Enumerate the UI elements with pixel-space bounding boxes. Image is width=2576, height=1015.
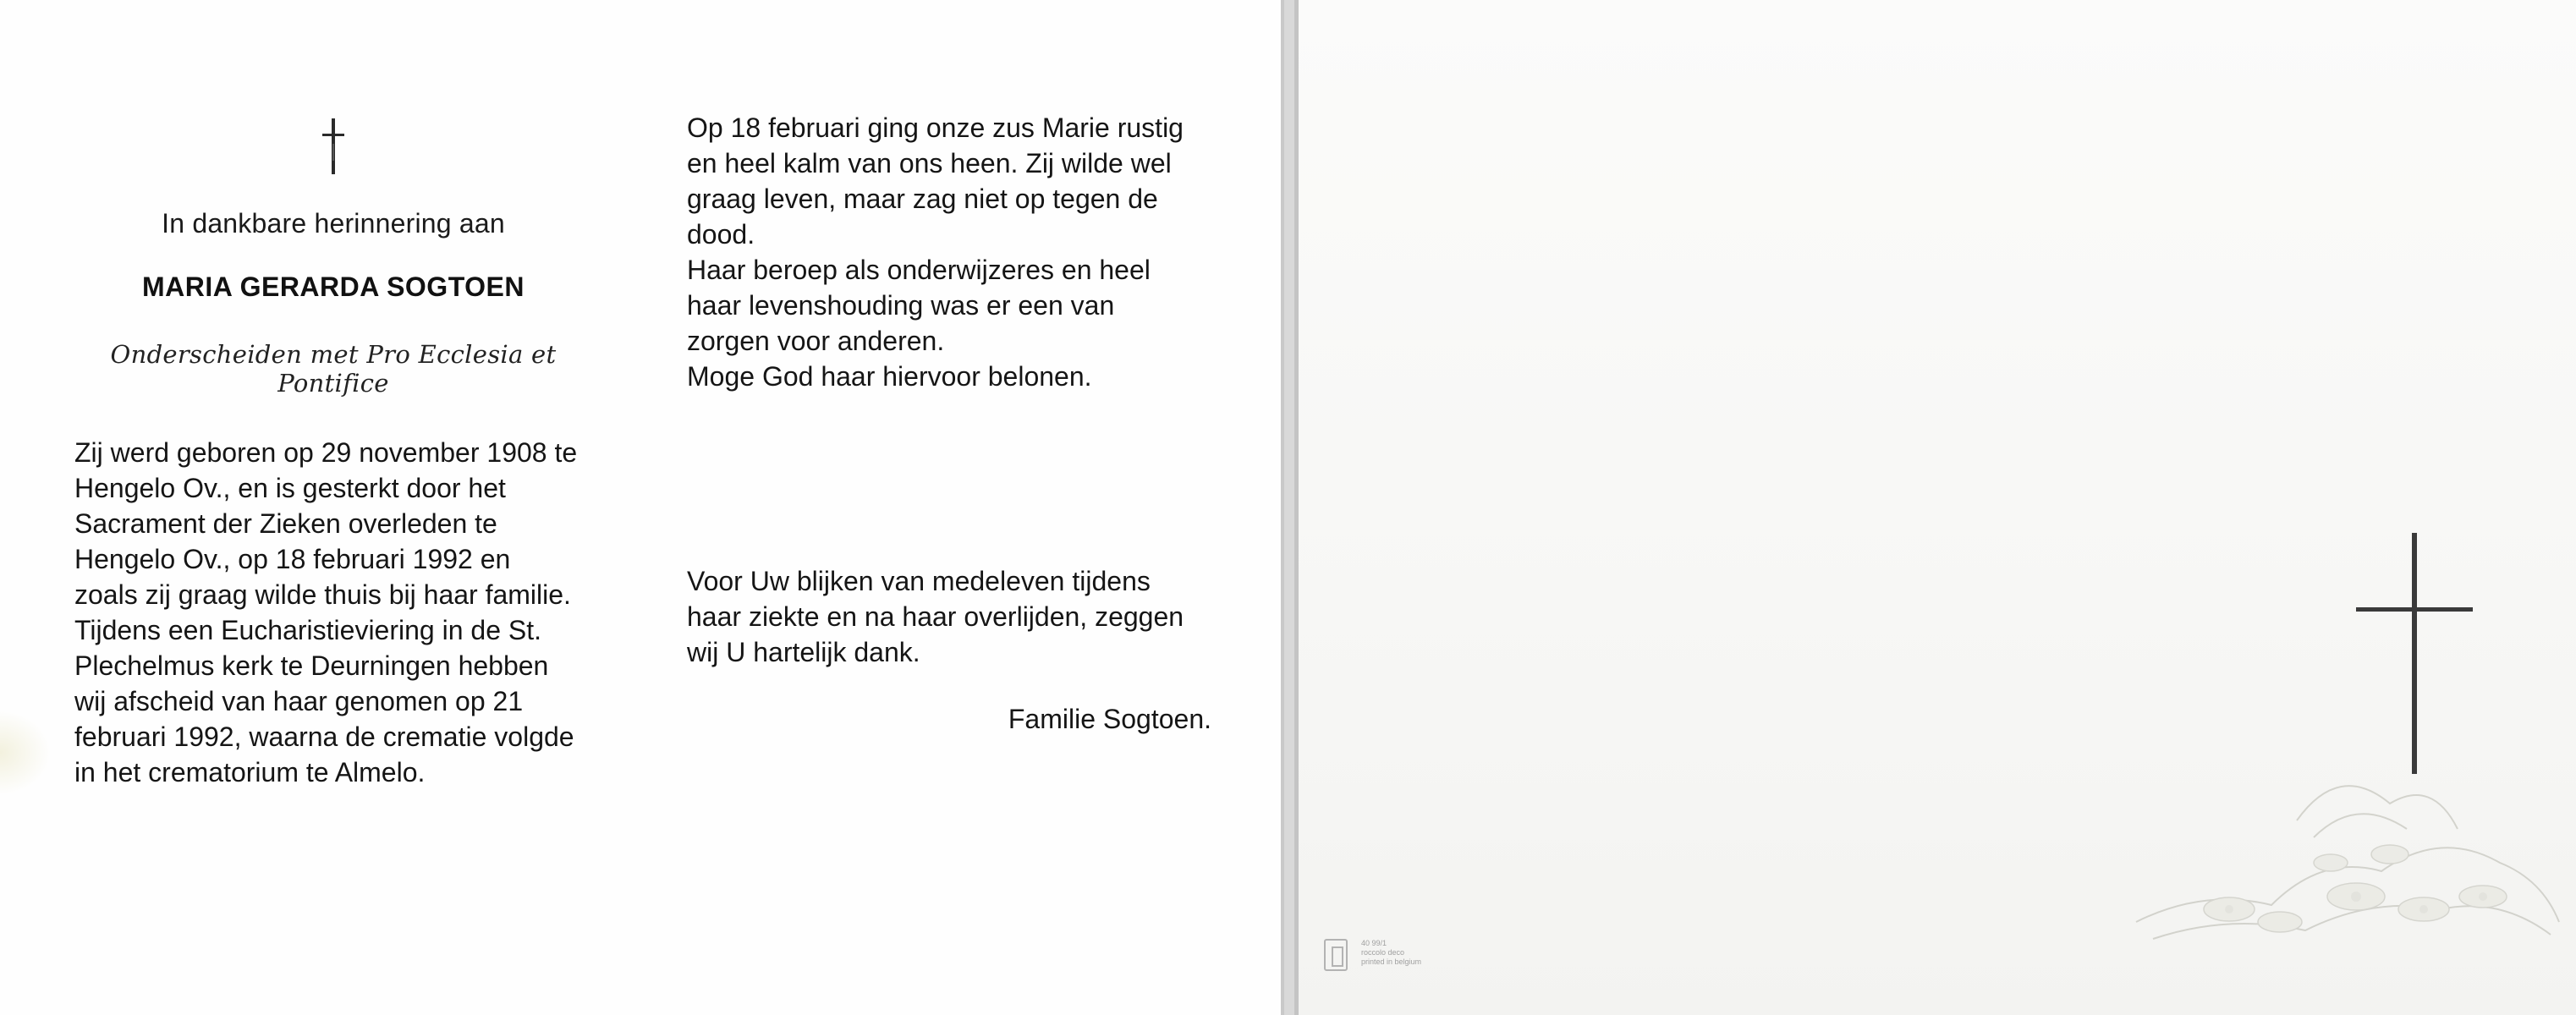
thanks-paragraph: Voor Uw blijken van medeleven tijdens haar ziekte en na haar overlijden, zeggen wij U hartelijk dank. [687, 566, 1184, 667]
cross-icon [321, 118, 346, 174]
right-column [687, 110, 1211, 735]
flower-decoration [2102, 727, 2576, 981]
memorial-paragraph: Op 18 februari ging onze zus Marie rustig en heel kalm van ons heen. Zij wilde wel graag leven, maar zag niet op tegen de dood. Haar beroep als onderwijzeres en heel haar levenshouding was er een van zorgen voor anderen. Moge God haar hiervoor belonen. [687, 112, 1184, 392]
birth-paragraph: Zij werd geboren op 29 november 1908 te Hengelo Ov., en is gesterkt door het Sacrament der Zieken overleden te Hengelo Ov., op 18 februari 1992 en zoals zij graag wilde thuis bij haar familie. Tijdens een Eucharistieviering in de St. Plechelmus kerk te Deurningen hebben wij afscheid van haar genomen op 21 februari 1992, waarna de crematie volgde in het crematorium te Almelo. [74, 437, 578, 787]
inner-card [0, 0, 1284, 1015]
paper-stain [0, 710, 51, 795]
intro-text: In dankbare herinnering aan [162, 208, 505, 239]
printer-logo [1324, 939, 1348, 971]
family-signature: Familie Sogtoen. [1008, 704, 1211, 734]
deceased-name: MARIA GERARDA SOGTOEN [142, 272, 525, 302]
outer-card [1294, 0, 2576, 1015]
left-column [74, 110, 592, 790]
printer-mark [1324, 937, 1493, 979]
honor-text: Onderscheiden met Pro Ecclesia et Pontifice [110, 340, 557, 398]
printer-text: 40 99/1 roccolo deco printed in belgium [1361, 939, 1422, 966]
large-cross-icon [2356, 533, 2474, 778]
